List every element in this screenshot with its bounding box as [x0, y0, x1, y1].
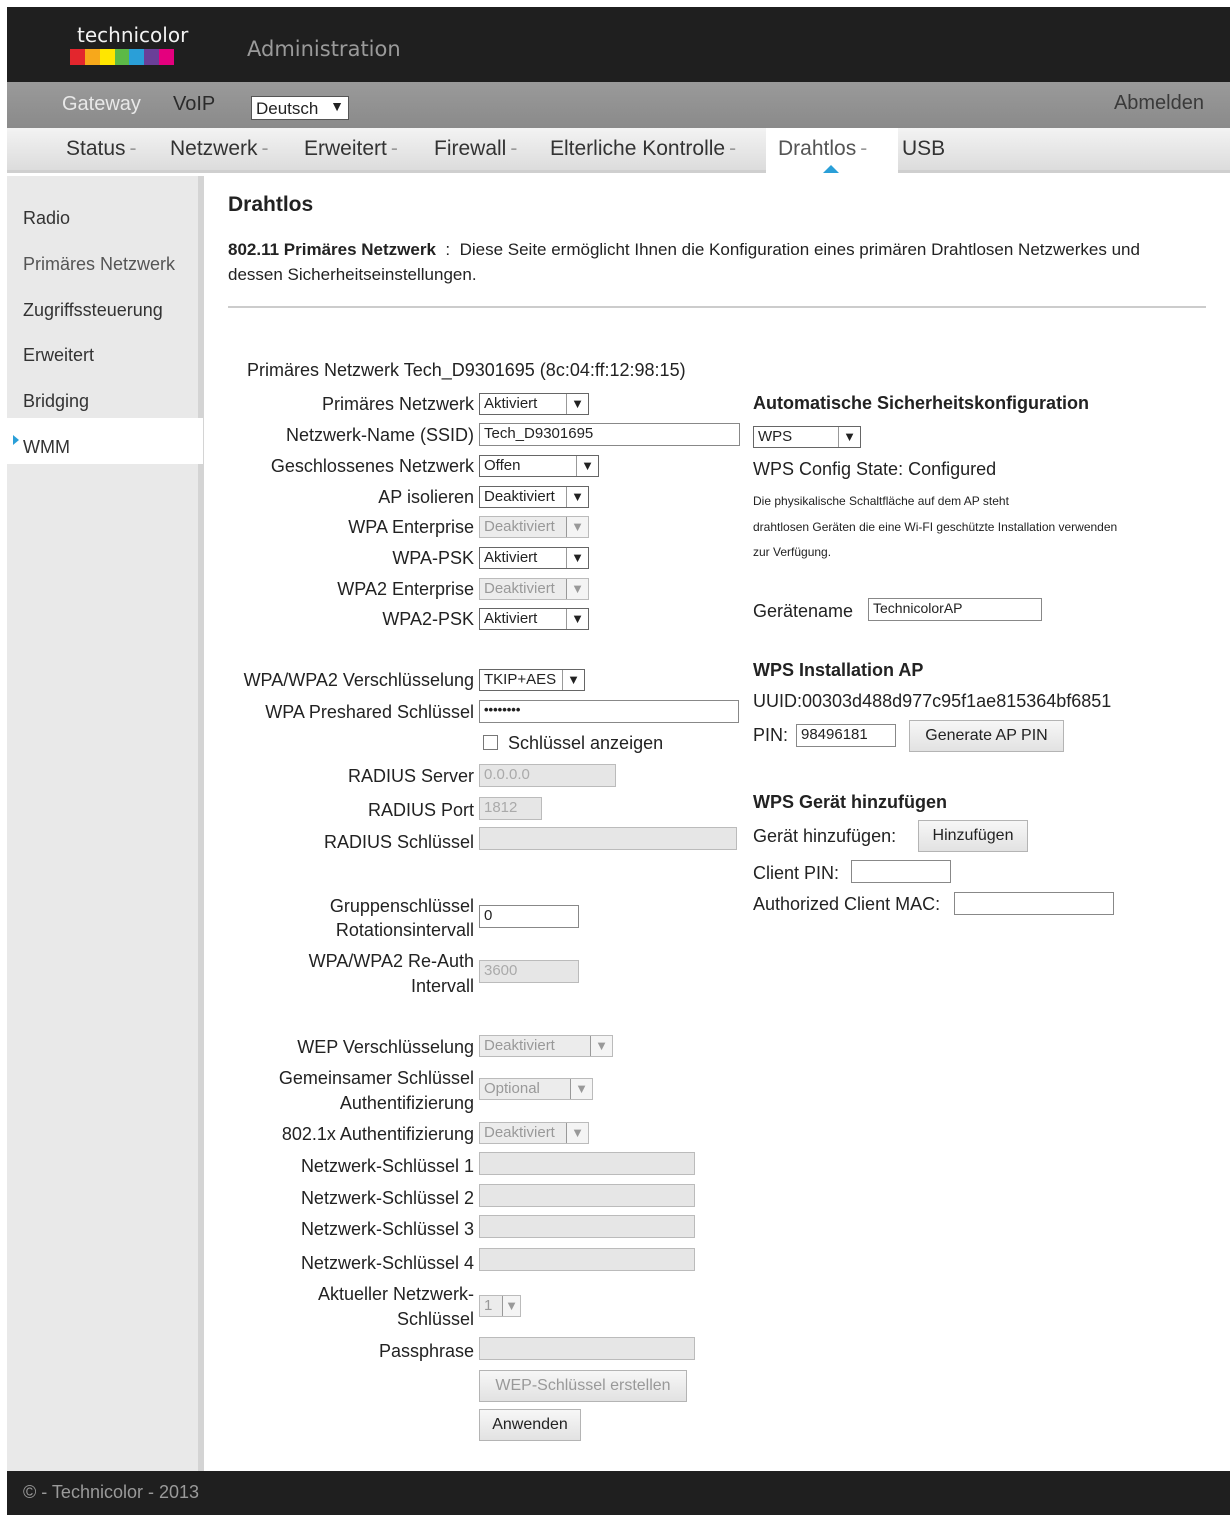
- net-key-3-input[interactable]: [479, 1215, 695, 1238]
- language-value: Deutsch: [256, 99, 319, 118]
- tab-erweitert[interactable]: Erweitert -: [304, 137, 398, 160]
- psk-input[interactable]: ••••••••: [479, 700, 739, 723]
- wps-desc-line-1: Die physikalische Schaltfläche auf dem AP steht: [753, 494, 1009, 508]
- encryption-value: TKIP+AES: [484, 671, 557, 688]
- group-key-label-1: Gruppenschlüssel: [329, 896, 474, 916]
- wpa-psk-value: Aktiviert: [484, 549, 538, 566]
- sidebar-active-arrow-icon: [13, 435, 19, 445]
- group-key-label-2: Rotationsintervall: [335, 920, 474, 940]
- logo-bar-5: [129, 49, 144, 65]
- tab-usb[interactable]: USB: [902, 137, 946, 160]
- net-key-4-input[interactable]: [479, 1248, 695, 1271]
- wps-add-heading: WPS Gerät hinzufügen: [753, 792, 948, 812]
- sidebar-item-wmm[interactable]: WMM: [23, 437, 70, 457]
- logo: [70, 49, 174, 65]
- wps-uuid: UUID:00303d488d977c95f1ae815364bf6851: [753, 691, 1112, 711]
- client-mac-label: Authorized Client MAC:: [753, 894, 941, 914]
- gateway-link[interactable]: Gateway: [62, 93, 141, 115]
- chevron-down-icon: ▼: [566, 517, 588, 537]
- encryption-label: WPA/WPA2 Verschlüsselung: [243, 670, 474, 690]
- intro-separator: :: [445, 240, 451, 259]
- current-key-label-1: Aktueller Netzwerk-: [317, 1284, 474, 1304]
- chevron-down-icon: ▼: [590, 1036, 612, 1056]
- create-wep-key-button[interactable]: WEP-Schlüssel erstellen: [479, 1370, 687, 1402]
- shared-key-label-1: Gemeinsamer Schlüssel: [278, 1068, 474, 1088]
- wep-value: Deaktiviert: [484, 1037, 555, 1054]
- net-key-4-label: Netzwerk-Schlüssel 4: [300, 1253, 474, 1273]
- wps-mode-select[interactable]: [753, 426, 861, 448]
- sidebar-item-radio[interactable]: Radio: [23, 208, 71, 228]
- client-mac-input[interactable]: [954, 892, 1114, 915]
- net-key-3-label: Netzwerk-Schlüssel 3: [300, 1219, 474, 1239]
- tab-status[interactable]: Status -: [66, 137, 137, 160]
- wpa2-enterprise-label: WPA2 Enterprise: [337, 579, 474, 599]
- chevron-down-icon: ▼: [566, 609, 588, 629]
- dot1x-select[interactable]: [479, 1122, 589, 1144]
- chevron-down-icon: ▼: [562, 670, 584, 690]
- radius-port-input[interactable]: 1812: [479, 797, 542, 820]
- wep-select[interactable]: [479, 1035, 613, 1057]
- chevron-down-icon: ▼: [566, 548, 588, 568]
- auto-security-heading: Automatische Sicherheitskonfiguration: [753, 393, 1090, 413]
- net-key-2-input[interactable]: [479, 1184, 695, 1207]
- language-select[interactable]: [251, 96, 349, 120]
- wpa2-psk-label: WPA2-PSK: [382, 609, 474, 629]
- passphrase-input[interactable]: [479, 1337, 695, 1360]
- primary-network-value: Aktiviert: [484, 395, 538, 412]
- logo-bar-3: [100, 49, 115, 65]
- wpa-psk-select[interactable]: [479, 547, 589, 569]
- chevron-down-icon: ▼: [566, 487, 588, 507]
- shared-key-select[interactable]: [479, 1078, 593, 1100]
- radius-port-label: RADIUS Port: [367, 800, 474, 820]
- generate-ap-pin-button[interactable]: Generate AP PIN: [909, 720, 1064, 752]
- chevron-down-icon: ▼: [502, 1296, 520, 1316]
- psk-label: WPA Preshared Schlüssel: [265, 702, 474, 722]
- closed-network-select[interactable]: [479, 455, 599, 477]
- radius-server-input[interactable]: 0.0.0.0: [479, 764, 616, 787]
- radius-key-input[interactable]: [479, 827, 737, 850]
- add-device-button[interactable]: Hinzufügen: [918, 820, 1028, 852]
- wpa-psk-label: WPA-PSK: [392, 548, 474, 568]
- device-name-label: Gerätename: [753, 601, 854, 621]
- primary-network-select[interactable]: [479, 393, 589, 415]
- page-title: Drahtlos: [228, 193, 314, 216]
- tab-elterliche-kontrolle[interactable]: Elterliche Kontrolle -: [550, 137, 737, 160]
- client-pin-input[interactable]: [851, 860, 951, 883]
- wpa2-psk-select[interactable]: [479, 608, 589, 630]
- divider: [228, 306, 1206, 308]
- wps-install-heading: WPS Installation AP: [753, 660, 924, 680]
- sidebar: [7, 176, 204, 1471]
- wps-config-state: WPS Config State: Configured: [753, 459, 997, 479]
- add-device-label: Gerät hinzufügen:: [753, 826, 897, 846]
- ssid-input[interactable]: Tech_D9301695: [479, 423, 740, 446]
- net-key-1-input[interactable]: [479, 1152, 695, 1175]
- passphrase-label: Passphrase: [378, 1341, 474, 1361]
- wpa2-psk-value: Aktiviert: [484, 610, 538, 627]
- logo-bar-6: [144, 49, 159, 65]
- current-key-select[interactable]: [479, 1295, 521, 1317]
- pin-input[interactable]: 98496181: [796, 724, 896, 747]
- dot1x-value: Deaktiviert: [484, 1124, 555, 1141]
- logo-text: technicolor: [77, 23, 189, 47]
- reauth-label-2: Intervall: [410, 976, 474, 996]
- wpa-enterprise-value: Deaktiviert: [484, 518, 555, 535]
- apply-button[interactable]: Anwenden: [479, 1409, 581, 1441]
- network-heading: Primäres Netzwerk Tech_D9301695 (8c:04:ff:12:98:15): [247, 360, 686, 380]
- ap-isolate-label: AP isolieren: [378, 487, 474, 507]
- sidebar-item-bridging[interactable]: Bridging: [23, 391, 90, 411]
- wep-label: WEP Verschlüsselung: [297, 1037, 474, 1057]
- ap-isolate-select[interactable]: [479, 486, 589, 508]
- sidebar-item-erweitert[interactable]: Erweitert: [23, 345, 95, 365]
- shared-key-label-2: Authentifizierung: [339, 1093, 474, 1113]
- tab-netzwerk[interactable]: Netzwerk -: [170, 137, 269, 160]
- gateway-bar: [7, 82, 1230, 128]
- logo-bar-2: [85, 49, 100, 65]
- tab-firewall[interactable]: Firewall -: [434, 137, 518, 160]
- shared-key-value: Optional: [484, 1080, 540, 1097]
- voip-link[interactable]: VoIP: [173, 93, 216, 115]
- wps-desc-line-2: drahtlosen Geräten die eine Wi-FI geschützte Installation verwenden: [753, 520, 1118, 534]
- chevron-down-icon: ▼: [570, 1079, 592, 1099]
- client-pin-label: Client PIN:: [753, 863, 840, 883]
- wpa-enterprise-select[interactable]: [479, 516, 589, 538]
- page-intro: [228, 237, 1188, 287]
- dot1x-label: 802.1x Authentifizierung: [281, 1124, 474, 1144]
- chevron-down-icon: ▼: [566, 1123, 588, 1143]
- device-name-input[interactable]: TechnicolorAP: [868, 598, 1042, 621]
- ap-isolate-value: Deaktiviert: [484, 488, 555, 505]
- show-key-checkbox[interactable]: [483, 735, 498, 750]
- chevron-down-icon: ▼: [330, 98, 344, 114]
- wpa-enterprise-label: WPA Enterprise: [348, 517, 474, 537]
- sidebar-item-primaeres-netzwerk[interactable]: Primäres Netzwerk: [23, 254, 176, 274]
- wps-mode-value: WPS: [758, 428, 793, 445]
- wps-desc-line-3: zur Verfügung.: [753, 545, 832, 559]
- closed-network-label: Geschlossenes Netzwerk: [270, 456, 474, 476]
- logo-bar-4: [115, 49, 130, 65]
- group-key-interval-input[interactable]: 0: [479, 905, 579, 928]
- primary-network-label: Primäres Netzwerk: [321, 394, 474, 414]
- pin-label: PIN:: [753, 725, 789, 745]
- reauth-interval-input[interactable]: 3600: [479, 960, 579, 983]
- chevron-down-icon: ▼: [566, 394, 588, 414]
- wpa2-enterprise-value: Deaktiviert: [484, 580, 555, 597]
- chevron-down-icon: ▼: [576, 456, 598, 476]
- active-tab-caret-icon: [823, 165, 839, 173]
- show-key-label: Schlüssel anzeigen: [508, 733, 664, 753]
- logout-link[interactable]: Abmelden: [1113, 92, 1204, 114]
- wpa2-enterprise-select[interactable]: [479, 578, 589, 600]
- tab-drahtlos[interactable]: Drahtlos -: [778, 137, 868, 160]
- footer-copyright: © - Technicolor - 2013: [23, 1482, 200, 1502]
- header-title: Administration: [247, 37, 401, 61]
- footer: [7, 1471, 1230, 1515]
- net-key-1-label: Netzwerk-Schlüssel 1: [300, 1156, 474, 1176]
- closed-network-value: Offen: [484, 457, 521, 474]
- intro-heading: 802.11 Primäres Netzwerk: [228, 240, 436, 259]
- ssid-label: Netzwerk-Name (SSID): [285, 425, 474, 445]
- encryption-select[interactable]: [479, 669, 585, 691]
- current-key-value: 1: [484, 1297, 493, 1314]
- logo-bar-7: [159, 49, 174, 65]
- chevron-down-icon: ▼: [566, 579, 588, 599]
- reauth-label-1: WPA/WPA2 Re-Auth: [308, 951, 474, 971]
- sidebar-item-zugriffssteuerung[interactable]: Zugriffssteuerung: [23, 300, 163, 320]
- net-key-2-label: Netzwerk-Schlüssel 2: [300, 1188, 474, 1208]
- top-header: [7, 7, 1230, 82]
- chevron-down-icon: ▼: [838, 427, 860, 447]
- radius-server-label: RADIUS Server: [347, 766, 474, 786]
- current-key-label-2: Schlüssel: [396, 1309, 474, 1329]
- intro-text: Diese Seite ermöglicht Ihnen die Konfiguration eines primären Drahtlosen Netzwerkes und dessen Sicherheitseinstellungen.: [228, 240, 1140, 284]
- radius-key-label: RADIUS Schlüssel: [323, 832, 474, 852]
- logo-bar-1: [70, 49, 85, 65]
